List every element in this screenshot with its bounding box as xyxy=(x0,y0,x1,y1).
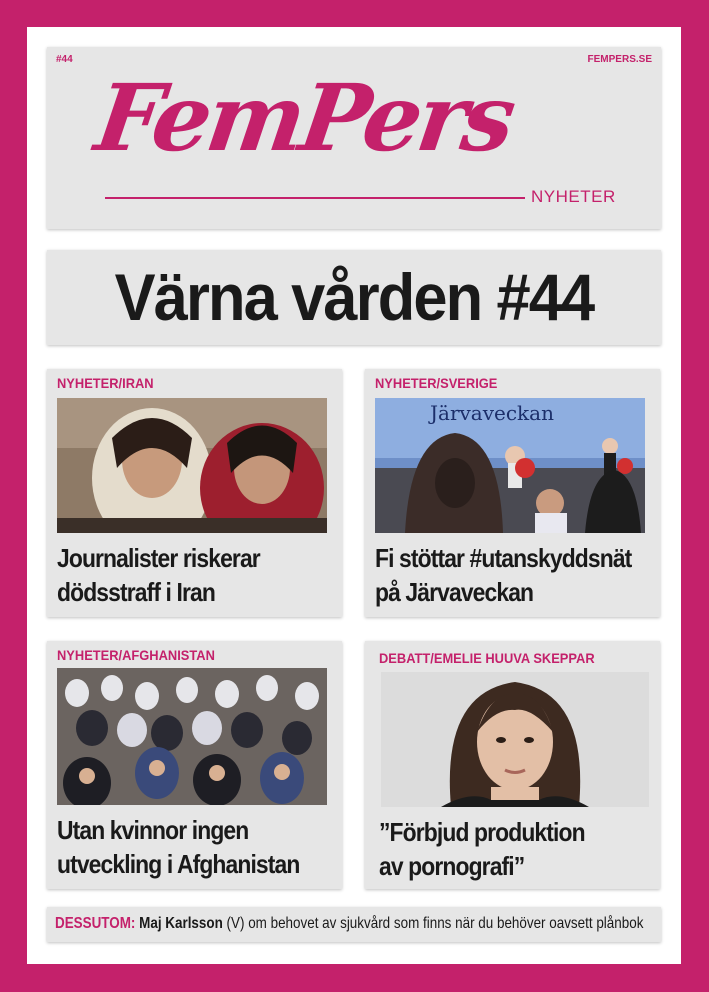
article-photo-afghan-women xyxy=(57,668,327,805)
article-photo-jarvaveckan xyxy=(375,398,645,533)
article-card-sverige[interactable] xyxy=(365,369,660,617)
article-category: NYHETER/IRAN xyxy=(57,375,154,391)
footer-author: Maj Karlsson xyxy=(139,915,223,932)
footer-text: om behovet av sjukvård som finns när du behöver oavsett plånbok xyxy=(248,915,644,932)
footer-lead: DESSUTOM: xyxy=(55,915,136,932)
article-card-debatt[interactable] xyxy=(365,641,660,889)
footer-teaser-panel[interactable] xyxy=(47,907,661,942)
banner-text: Järvaveckan xyxy=(430,401,554,425)
article-title: ”Förbjud produktion av pornografi” xyxy=(379,817,585,881)
article-category: NYHETER/SVERIGE xyxy=(375,375,498,391)
magazine-cover xyxy=(27,27,681,964)
footer-teaser xyxy=(55,915,643,933)
article-category: DEBATT/EMELIE HUUVA SKEPPAR xyxy=(379,650,595,666)
article-title: Utan kvinnor ingen utveckling i Afghanistan xyxy=(57,815,300,879)
cover-headline-panel xyxy=(47,250,661,345)
article-category: NYHETER/AFGHANISTAN xyxy=(57,647,215,663)
article-photo-portrait xyxy=(381,672,649,807)
cover-headline: Värna vården #44 xyxy=(114,260,594,334)
masthead xyxy=(47,47,661,229)
article-card-iran[interactable] xyxy=(47,369,342,617)
article-card-afghanistan[interactable] xyxy=(47,641,342,889)
article-title: Fi stöttar #utanskyddsnät på Järvaveckan xyxy=(375,543,632,607)
footer-party: (V) xyxy=(226,915,245,932)
issue-number: #44 xyxy=(56,54,73,65)
site-url[interactable]: FEMPERS.SE xyxy=(587,54,652,65)
fempers-logo: FemPers xyxy=(89,64,519,172)
logo-underline xyxy=(105,197,525,199)
article-title: Journalister riskerar dödsstraff i Iran xyxy=(57,543,260,607)
article-photo-journalists xyxy=(57,398,327,533)
logo-subtitle: NYHETER xyxy=(531,187,616,206)
